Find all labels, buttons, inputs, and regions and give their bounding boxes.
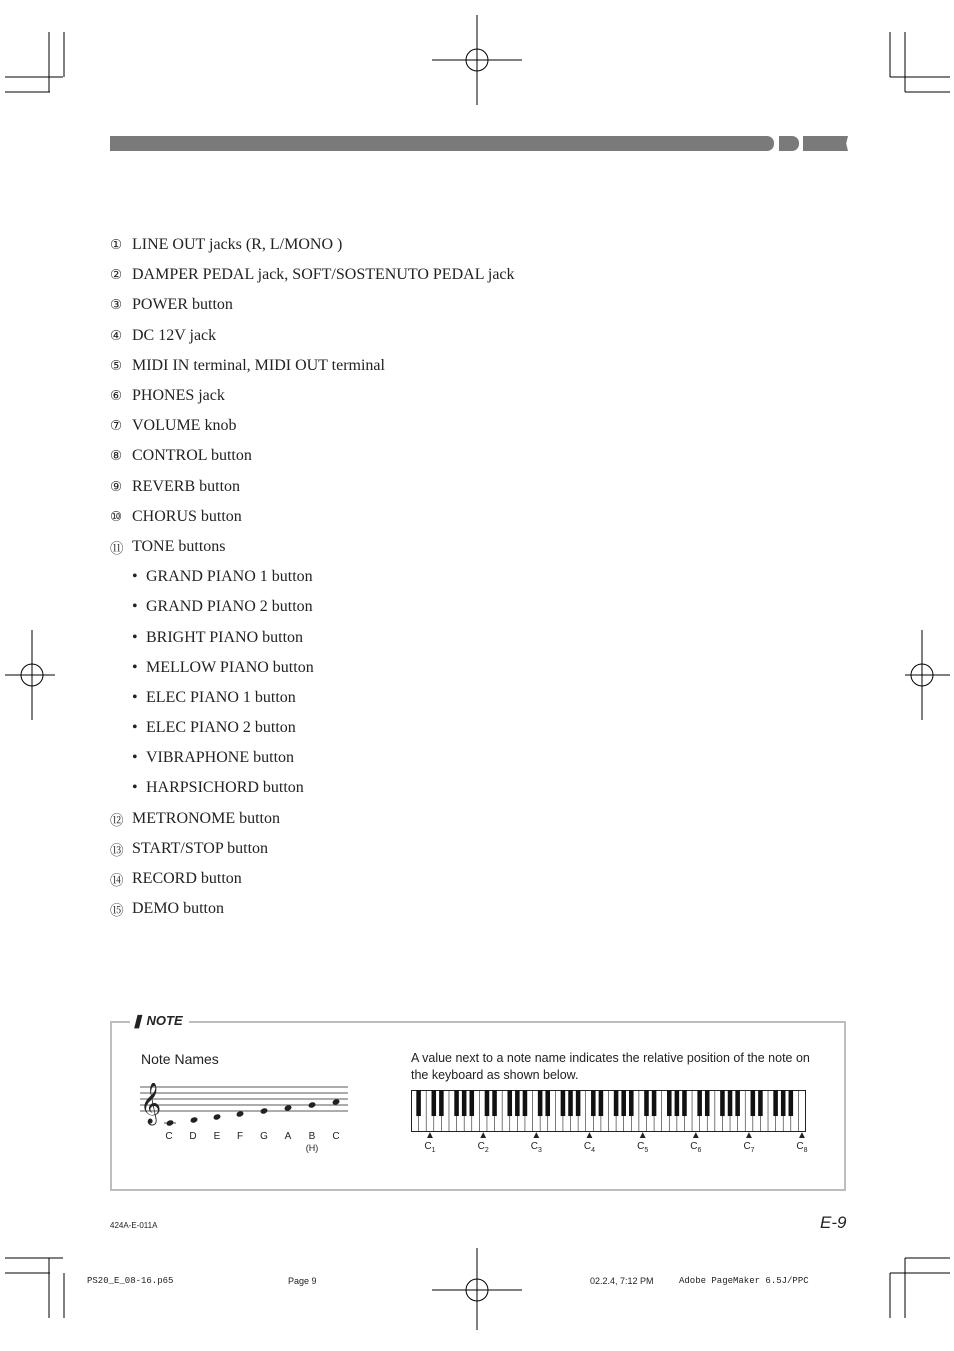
c-position-label [424,1130,435,1154]
item-label: PHONES jack [132,387,225,405]
arrow-up-icon: ▲ [531,1130,542,1141]
octave-number: 1 [431,1147,436,1154]
tone-label: ELEC PIANO 2 button [146,719,296,737]
note-letter: C [165,1131,173,1142]
black-key [667,1090,672,1116]
item-label: REVERB button [132,477,241,495]
tone-label: GRAND PIANO 2 button [146,598,313,616]
black-key [439,1090,444,1116]
note-head [260,1107,269,1114]
item-number: ⑭ [110,873,124,890]
tone-label: HARPSICHORD button [146,779,304,797]
note-head [190,1116,199,1123]
c-position-label [743,1130,754,1154]
c-letter: C [424,1141,432,1152]
note-head [166,1119,175,1126]
note-names-title: Note Names [141,1051,219,1067]
octave-number: 6 [697,1147,702,1154]
black-key [621,1090,626,1116]
item-number: ② [110,267,123,284]
black-key [545,1090,550,1116]
footer-page: Page 9 [288,1276,317,1286]
black-key [591,1090,596,1116]
item-number: ⑪ [110,540,124,557]
page-number: E-9 [820,1213,847,1232]
sub-list-item [110,653,810,683]
sub-list-item [110,562,810,592]
item-label: START/STOP button [132,839,269,857]
black-key [462,1090,467,1116]
item-label: DC 12V jack [132,326,217,344]
black-key [576,1090,581,1116]
sub-list-item [110,713,810,743]
c-position-label [531,1130,542,1154]
piano-keyboard [411,1090,806,1132]
item-label: RECORD button [132,870,242,888]
item-label: CHORUS button [132,507,242,525]
c-position-labels [411,1130,811,1160]
item-number: ① [110,237,123,254]
sub-list-item [110,683,810,713]
item-label: VOLUME knob [132,417,237,435]
black-key [773,1090,778,1116]
staff-notes [164,1098,340,1126]
black-key [492,1090,497,1116]
header-bar-tail [803,136,848,151]
list-item [110,502,810,532]
sub-list-item [110,622,810,652]
bullet: • [132,779,138,797]
note-letter: A [284,1131,292,1142]
note-letter: F [236,1131,244,1142]
footer-app: Adobe PageMaker 6.5J/PPC [679,1276,809,1286]
note-head [284,1104,293,1111]
bullet: • [132,688,138,706]
black-key [432,1090,437,1116]
note-head [332,1098,341,1105]
bullet: • [132,568,138,586]
note-letter: D [189,1131,197,1142]
list-item [110,441,810,471]
tone-label: VIBRAPHONE button [146,749,295,767]
c-letter: C [690,1141,698,1152]
item-label: METRONOME button [132,809,280,827]
black-key [454,1090,459,1116]
item-label: CONTROL button [132,447,252,465]
arrow-up-icon: ▲ [690,1130,701,1141]
list-item [110,834,810,864]
c-position-label [478,1130,489,1154]
black-key [751,1090,756,1116]
black-key [523,1090,528,1116]
item-number: ⑧ [110,448,123,465]
sub-list-item [110,773,810,803]
list-item [110,472,810,502]
note-head [213,1113,222,1120]
footer-date: 02.2.4, 7:12 PM [590,1276,654,1286]
note-letter: B [308,1131,316,1142]
item-number: ⑬ [110,842,124,859]
item-label: LINE OUT jacks (R, L/MONO ) [132,236,343,254]
note-head [236,1110,245,1117]
bullet: • [132,598,138,616]
list-item [110,864,810,894]
octave-number: 7 [750,1147,755,1154]
black-key [515,1090,520,1116]
list-item [110,381,810,411]
note-description: A value next to a note name indicates the relative position of the note on the keyboard as shown below. [411,1051,810,1082]
black-key [789,1090,794,1116]
header-bar-segment [779,136,799,151]
list-item [110,351,810,381]
list-item [110,532,810,562]
note-letter: G [260,1131,268,1142]
c-position-label [584,1130,595,1154]
item-number: ⑫ [110,812,124,829]
component-list [110,230,810,924]
black-key [538,1090,543,1116]
music-staff [140,1083,352,1129]
black-key [614,1090,619,1116]
tone-label: MELLOW PIANO button [146,658,314,676]
octave-number: 8 [803,1147,808,1154]
list-item [110,260,810,290]
item-number: ⑩ [110,508,123,525]
tone-label: GRAND PIANO 1 button [146,568,313,586]
c-letter: C [743,1141,751,1152]
note-letter: E [213,1131,221,1142]
list-item [110,230,810,260]
c-position-label [690,1130,701,1154]
bullet: • [132,658,138,676]
item-number: ⑨ [110,478,123,495]
octave-number: 3 [537,1147,542,1154]
c-letter: C [796,1141,804,1152]
black-key [728,1090,733,1116]
black-key [561,1090,566,1116]
c-position-label [637,1130,648,1154]
item-label: POWER button [132,296,233,314]
black-key [682,1090,687,1116]
arrow-up-icon: ▲ [637,1130,648,1141]
list-item [110,321,810,351]
item-number: ⑮ [110,903,124,920]
black-key [675,1090,680,1116]
arrow-up-icon: ▲ [425,1130,435,1141]
black-key [644,1090,649,1116]
note-letters [140,1131,350,1161]
bullet: • [132,628,138,646]
b-alt-label: (H) [305,1143,319,1153]
item-label: DEMO button [132,900,224,918]
item-number: ⑥ [110,388,123,405]
item-number: ⑤ [110,357,123,374]
item-label: MIDI IN terminal, MIDI OUT terminal [132,356,385,374]
black-key [781,1090,786,1116]
octave-number: 2 [484,1147,489,1154]
item-label: DAMPER PEDAL jack, SOFT/SOSTENUTO PEDAL jack [132,266,515,284]
list-item [110,411,810,441]
black-key [720,1090,725,1116]
treble-clef: 𝄞 [140,1083,162,1124]
item-number: ⑦ [110,418,123,435]
black-key [599,1090,604,1116]
c-letter: C [530,1141,538,1152]
black-key [469,1090,474,1116]
item-number: ③ [110,297,123,314]
black-key [758,1090,763,1116]
footer-file: PS20_E_08-16.p65 [87,1276,174,1286]
black-key [735,1090,740,1116]
list-item [110,804,810,834]
black-key [652,1090,657,1116]
octave-number: 4 [591,1147,596,1154]
arrow-up-icon: ▲ [744,1130,754,1141]
c-letter: C [637,1141,645,1152]
black-key [697,1090,702,1116]
sub-list-item [110,743,810,773]
arrow-up-icon: ▲ [584,1130,595,1141]
tone-label: ELEC PIANO 1 button [146,688,296,706]
item-label: TONE buttons [132,537,226,555]
arrow-up-icon: ▲ [797,1130,807,1141]
black-key [629,1090,634,1116]
c-letter: C [477,1141,485,1152]
sub-list-item [110,592,810,622]
c-letter: C [583,1141,592,1152]
arrow-up-icon: ▲ [478,1130,489,1141]
note-head [308,1101,317,1108]
note-label: ❚ NOTE [130,1013,189,1029]
black-key [485,1090,490,1116]
c-position-label [796,1130,807,1154]
black-key [568,1090,573,1116]
black-key [705,1090,710,1116]
black-key [416,1090,421,1116]
tone-label: BRIGHT PIANO button [146,628,304,646]
bullet: • [132,719,138,737]
list-item [110,894,810,924]
document-code: 424A-E-011A [110,1221,158,1230]
header-bar [110,136,774,151]
bullet: • [132,749,138,767]
note-letter: C [332,1131,340,1142]
list-item [110,290,810,320]
item-number: ④ [110,327,123,344]
octave-number: 5 [644,1147,649,1154]
black-key [507,1090,512,1116]
